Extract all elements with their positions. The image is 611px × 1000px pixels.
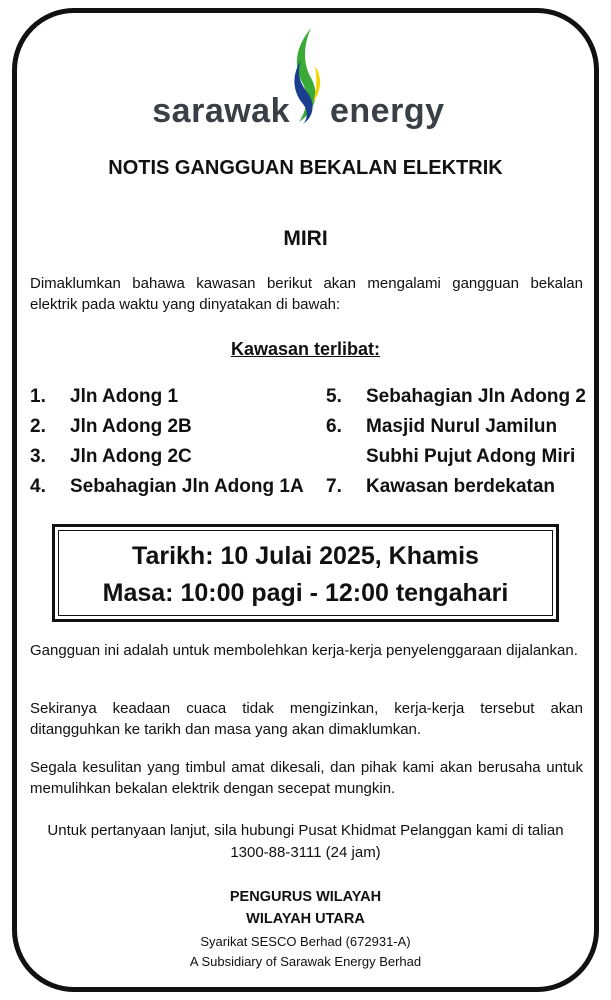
hotline-number: 1300-88-3111 (24 jam) bbox=[230, 844, 381, 861]
intro-paragraph: Dimaklumkan bahawa kawasan berikut akan mengalami gangguan bekalan elektrik pada waktu yang dinyatakan di bawah: bbox=[30, 275, 583, 313]
flame-icon bbox=[289, 26, 325, 126]
footer-subsidiary: A Subsidiary of Sarawak Energy Berhad bbox=[189, 954, 422, 969]
areas-list-left bbox=[30, 382, 320, 502]
logo-word-energy: energy bbox=[330, 92, 445, 130]
logo-word-sarawak: sarawak bbox=[152, 92, 290, 130]
apology-paragraph: Segala kesulitan yang timbul amat dikesali, dan pihak kami akan berusaha untuk memulihkan bekalan elektrik dengan secepat mungkin. bbox=[30, 759, 583, 797]
notice-title: NOTIS GANGGUAN BEKALAN ELEKTRIK bbox=[108, 157, 503, 179]
list-item: 1. Jln Adong 1 bbox=[30, 386, 179, 407]
footer-company: Syarikat SESCO Berhad (672931-A) bbox=[200, 934, 411, 949]
schedule-box bbox=[52, 524, 559, 622]
list-item: 5. Sebahagian Jln Adong 2 bbox=[326, 386, 586, 407]
list-item: 7. Kawasan berdekatan bbox=[326, 476, 556, 497]
time-line: Masa: 10:00 pagi - 12:00 tengahari bbox=[102, 579, 509, 607]
date-line: Tarikh: 10 Julai 2025, Khamis bbox=[132, 542, 479, 570]
footer-manager: PENGURUS WILAYAH bbox=[229, 889, 382, 905]
sarawak-energy-logo bbox=[0, 22, 611, 132]
region-name: MIRI bbox=[283, 227, 328, 250]
areas-heading: Kawasan terlibat: bbox=[230, 339, 381, 359]
weather-paragraph: Sekiranya keadaan cuaca tidak mengizinkan, kerja-kerja tersebut akan ditangguhkan ke tarikh dan masa yang akan dimaklumkan. bbox=[30, 700, 583, 738]
list-item: 2. Jln Adong 2B bbox=[30, 416, 192, 437]
list-item: 4. Sebahagian Jln Adong 1A bbox=[30, 476, 304, 497]
purpose-paragraph: Gangguan ini adalah untuk membolehkan kerja-kerja penyelenggaraan dijalankan. bbox=[30, 642, 578, 659]
footer-region: WILAYAH UTARA bbox=[246, 911, 365, 927]
contact-info bbox=[20, 820, 591, 864]
list-item: 6. Masjid Nurul Jamilun Subhi Pujut Adong Miri bbox=[326, 416, 576, 467]
contact-line: Untuk pertanyaan lanjut, sila hubungi Pusat Khidmat Pelanggan kami di talian bbox=[47, 822, 564, 839]
list-item: 3. Jln Adong 2C bbox=[30, 446, 192, 467]
areas-list-right bbox=[326, 382, 591, 502]
